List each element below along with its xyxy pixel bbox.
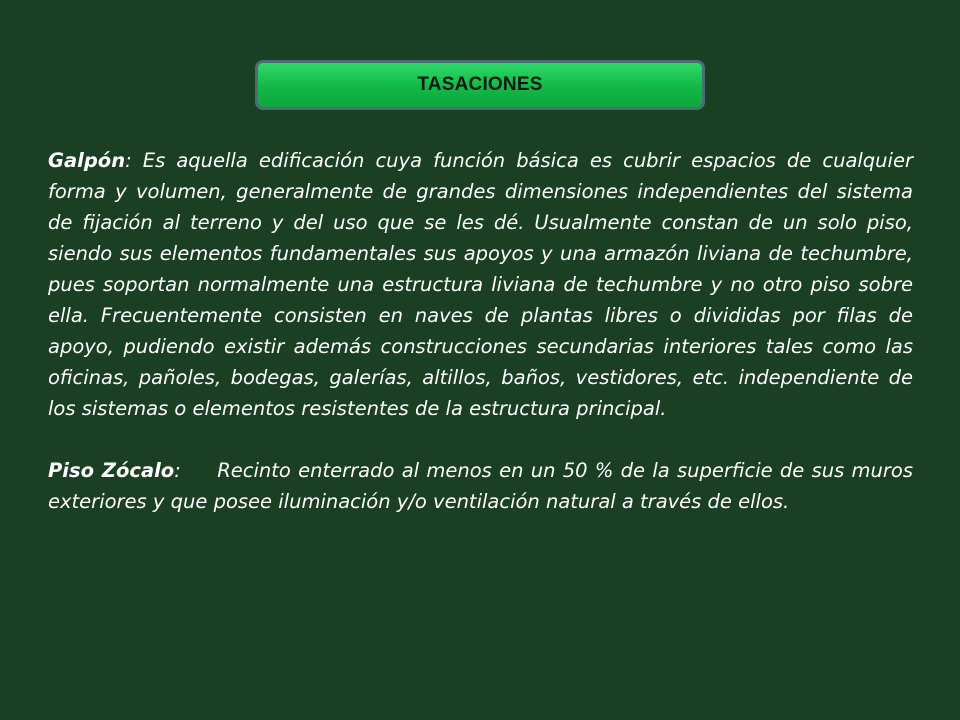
definition-piso-zocalo: Recinto enterrado al menos en un 50 % de la superficie de sus muros exteriores y que posee iluminación y/o ventilación natural a través de ellos.	[48, 459, 913, 513]
slide-body	[48, 145, 913, 517]
definition-galpon: Es aquella edificación cuya función básica es cubrir espacios de cualquier forma y volumen, generalmente de grandes dimensiones independientes del sistema de fijación al terreno y del uso que se les dé. Usualmente constan de un solo piso, siendo sus elementos fundamentales sus apoyos y una armazón liviana de techumbre, pues soportan normalmente una estructura liviana de techumbre y no otro piso sobre ella. Frecuentemente consisten en naves de plantas libres o divididas por filas de apoyo, pudiendo existir además construcciones secundarias interiores tales como las oficinas, pañoles, bodegas, galerías, altillos, baños, vestidores, etc. independiente de los sistemas o elementos resistentes de la estructura principal.	[48, 149, 913, 420]
paragraph-galpon	[48, 145, 913, 424]
term-separator: :	[174, 459, 218, 482]
title-banner	[255, 60, 705, 110]
term-piso-zocalo: Piso Zócalo	[48, 459, 175, 482]
term-separator: :	[125, 149, 143, 172]
slide-title: TASACIONES	[417, 74, 543, 95]
paragraph-piso-zocalo	[48, 455, 913, 517]
term-galpon: Galpón	[48, 149, 126, 172]
